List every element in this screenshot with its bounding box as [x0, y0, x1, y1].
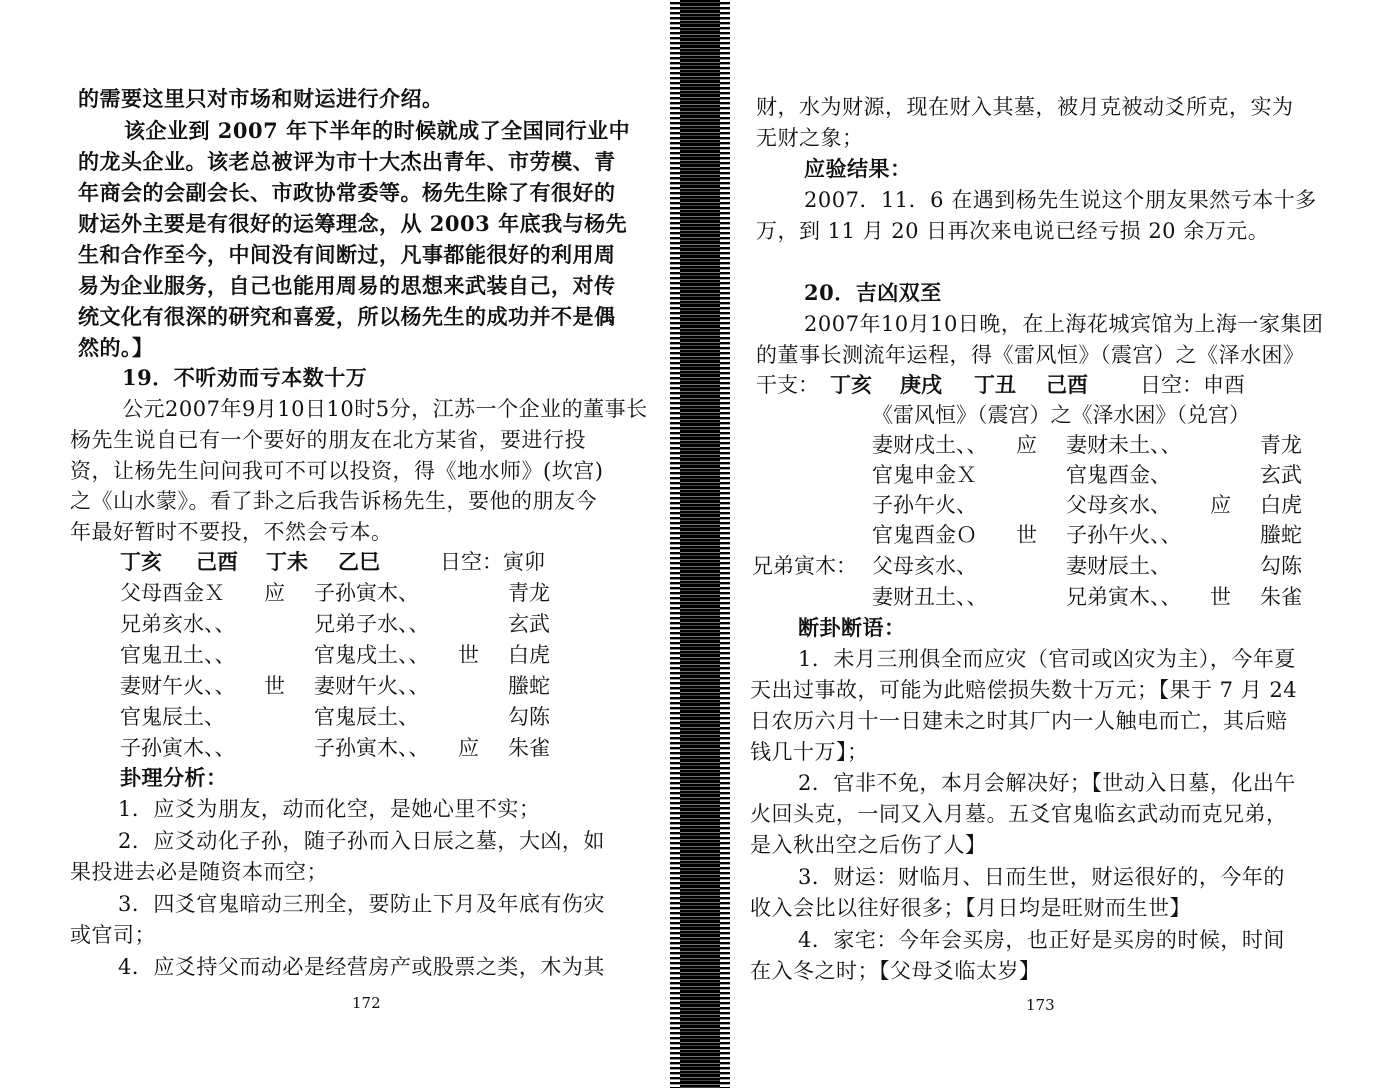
- text-line: 3．四爻官鬼暗动三刑全，要防止下月及年底有伤灾: [118, 892, 605, 916]
- gua-cell: 官鬼酉金、: [1066, 463, 1171, 487]
- ganzhi-month: 庚戌: [900, 372, 942, 397]
- gua-cell: 世: [264, 674, 285, 698]
- text-line: 1．未月三刑俱全而应灾（官司或凶灾为主），今年夏: [798, 647, 1296, 671]
- text-line: 是入秋出空之后伤了人】: [750, 833, 987, 857]
- gua-cell: 兄弟寅木、、: [1066, 585, 1182, 609]
- text-line: 日农历六月十一日建未之时其厂内一人触电而亡，其后赔: [750, 709, 1288, 733]
- text-line: 的需要这里只对市场和财运进行介绍。: [78, 86, 444, 111]
- text-line: 火回头克，一同又入月墓。五爻官鬼临玄武动而克兄弟，: [750, 802, 1288, 826]
- section-heading: 20．吉凶双至: [804, 280, 942, 305]
- text-line: 2007年10月10日晚，在上海花城宾馆为上海一家集团: [804, 312, 1324, 336]
- ganzhi-hour: 己酉: [1046, 372, 1088, 397]
- text-line: 统文化有很深的研究和喜爱，所以杨先生的成功并不是偶: [78, 304, 616, 329]
- section-subheading: 应验结果：: [804, 156, 912, 181]
- text-line: 1．应爻为朋友，动而化空，是她心里不实；: [118, 797, 541, 821]
- left-page: [0, 0, 690, 1088]
- text-line: 的龙头企业。该老总被评为市十大杰出青年、市劳模、青: [78, 149, 616, 174]
- gua-cell: 兄弟寅木：: [752, 554, 857, 578]
- gua-cell: 螣蛇: [508, 674, 550, 698]
- text-line: 年最好暂时不要投，不然会亏本。: [70, 520, 393, 544]
- text-line: 之《山水蒙》。看了卦之后我告诉杨先生，要他的朋友今: [70, 489, 597, 513]
- gua-cell: 官鬼申金Ｘ: [872, 463, 977, 487]
- ganzhi-month: 己酉: [196, 549, 238, 574]
- text-line: 年商会的会副会长、市政协常委等。杨先生除了有很好的: [78, 180, 616, 205]
- gua-cell: 官鬼辰土、: [314, 705, 419, 729]
- text-line: 财运外主要是有很好的运筹理念，从 2003 年底我与杨先: [78, 211, 628, 236]
- gua-cell: 玄武: [1260, 463, 1302, 487]
- gua-cell: 妻财丑土、、: [872, 585, 988, 609]
- gua-cell: 勾陈: [508, 705, 550, 729]
- gua-title: 《雷风恒》（震宫）之《泽水困》（兑宫）: [872, 403, 1250, 427]
- text-line: 2．官非不免，本月会解决好；【世动入日墓，化出午: [798, 771, 1296, 795]
- gua-cell: 兄弟亥水、、: [120, 612, 236, 636]
- gua-cell: 官鬼辰土、: [120, 705, 225, 729]
- gua-cell: 妻财未土、、: [1066, 433, 1182, 457]
- gua-cell: 白虎: [508, 643, 550, 667]
- page-number: 172: [352, 994, 381, 1012]
- text-line: 然的。】: [78, 335, 154, 360]
- gua-cell: 白虎: [1260, 493, 1302, 517]
- text-line: 该企业到 2007 年下半年的时候就成了全国同行业中: [124, 118, 631, 143]
- page-number: 173: [1026, 996, 1055, 1014]
- gua-cell: 妻财戌土、、: [872, 433, 988, 457]
- text-line: 财，水为财源，现在财入其墓，被月克被动爻所克，实为: [756, 95, 1294, 119]
- gua-cell: 父母酉金Ｘ: [120, 581, 225, 605]
- gua-cell: 妻财午火、、: [314, 674, 430, 698]
- gua-cell: 应: [458, 736, 479, 760]
- text-line: 4．家宅：今年会买房，也正好是买房的时候，时间: [798, 928, 1285, 952]
- text-line: 易为企业服务，自己也能用周易的思想来武装自己，对传: [78, 273, 616, 298]
- text-line: 或官司；: [70, 923, 156, 947]
- gua-cell: 世: [1210, 585, 1231, 609]
- ganzhi-label: 干支：: [756, 373, 819, 397]
- gua-cell: 玄武: [508, 612, 550, 636]
- gua-cell: 官鬼丑土、、: [120, 643, 236, 667]
- gua-cell: 世: [458, 643, 479, 667]
- text-line: 在入冬之时；【父母爻临太岁】: [750, 959, 1041, 983]
- ganzhi-hour: 乙巳: [338, 549, 380, 574]
- gua-cell: 螣蛇: [1260, 523, 1302, 547]
- gua-cell: 官鬼戌土、、: [314, 643, 430, 667]
- text-line: 的董事长测流年运程，得《雷风恒》（震宫）之《泽水困》: [756, 343, 1305, 367]
- ganzhi-void: 日空：申酉: [1140, 373, 1245, 397]
- gua-cell: 青龙: [508, 581, 550, 605]
- gua-cell: 朱雀: [508, 736, 550, 760]
- gua-cell: 子孙午火、: [872, 493, 977, 517]
- gua-cell: 子孙寅木、: [314, 581, 419, 605]
- text-line: 4．应爻持父而动必是经营房产或股票之类，木为其: [118, 955, 605, 979]
- text-line: 生和合作至今，中间没有间断过，凡事都能很好的利用周: [78, 242, 616, 267]
- gua-cell: 勾陈: [1260, 554, 1302, 578]
- gua-cell: 父母亥水、: [872, 554, 977, 578]
- ganzhi-void: 日空：寅卯: [440, 550, 545, 574]
- text-line: 2．应爻动化子孙，随子孙而入日辰之墓，大凶，如: [118, 829, 605, 853]
- text-line: 天出过事故，可能为此赔偿损失数十万元；【果于 7 月 24: [750, 678, 1298, 702]
- gua-cell: 应: [1016, 433, 1037, 457]
- ganzhi-year: 丁亥: [120, 549, 162, 574]
- gua-cell: 兄弟子水、、: [314, 612, 430, 636]
- gua-cell: 子孙午火、、: [1066, 523, 1182, 547]
- text-line: 3．财运：财临月、日而生世，财运很好的，今年的: [798, 865, 1285, 889]
- section-subheading: 断卦断语：: [798, 615, 906, 640]
- text-line: 无财之象；: [756, 126, 864, 150]
- gua-cell: 妻财午火、、: [120, 674, 236, 698]
- section-heading: 19．不听劝而亏本数十万: [122, 365, 368, 390]
- text-line: 收入会比以往好很多；【月日均是旺财而生世】: [750, 896, 1191, 920]
- gua-cell: 父母亥水、: [1066, 493, 1171, 517]
- gua-cell: 官鬼酉金Ｏ: [872, 523, 977, 547]
- section-subheading: 卦理分析：: [120, 765, 228, 790]
- gua-cell: 世: [1016, 523, 1037, 547]
- text-line: 2007．11．6 在遇到杨先生说这个朋友果然亏本十多: [804, 188, 1317, 212]
- text-line: 杨先生说自已有一个要好的朋友在北方某省，要进行投: [70, 428, 586, 452]
- gua-cell: 妻财辰土、: [1066, 554, 1171, 578]
- gua-cell: 子孙寅木、、: [120, 736, 236, 760]
- ganzhi-day: 丁未: [266, 549, 308, 574]
- right-page: [720, 0, 1398, 1088]
- ganzhi-year: 丁亥: [830, 372, 872, 397]
- text-line: 果投进去必是随资本而空；: [70, 860, 328, 884]
- gua-cell: 子孙寅木、、: [314, 736, 430, 760]
- gua-cell: 应: [1210, 493, 1231, 517]
- text-line: 万，到 11 月 20 日再次来电说已经亏损 20 余万元。: [756, 219, 1270, 243]
- ganzhi-day: 丁丑: [974, 372, 1016, 397]
- text-line: 钱几十万】；: [750, 740, 869, 764]
- text-line: 公元2007年9月10日10时5分，江苏一个企业的董事长: [122, 397, 648, 421]
- text-line: 资，让杨先生问问我可不可以投资，得《地水师》(坎宫): [70, 459, 604, 483]
- gua-cell: 青龙: [1260, 433, 1302, 457]
- gua-cell: 朱雀: [1260, 585, 1302, 609]
- gua-cell: 应: [264, 581, 285, 605]
